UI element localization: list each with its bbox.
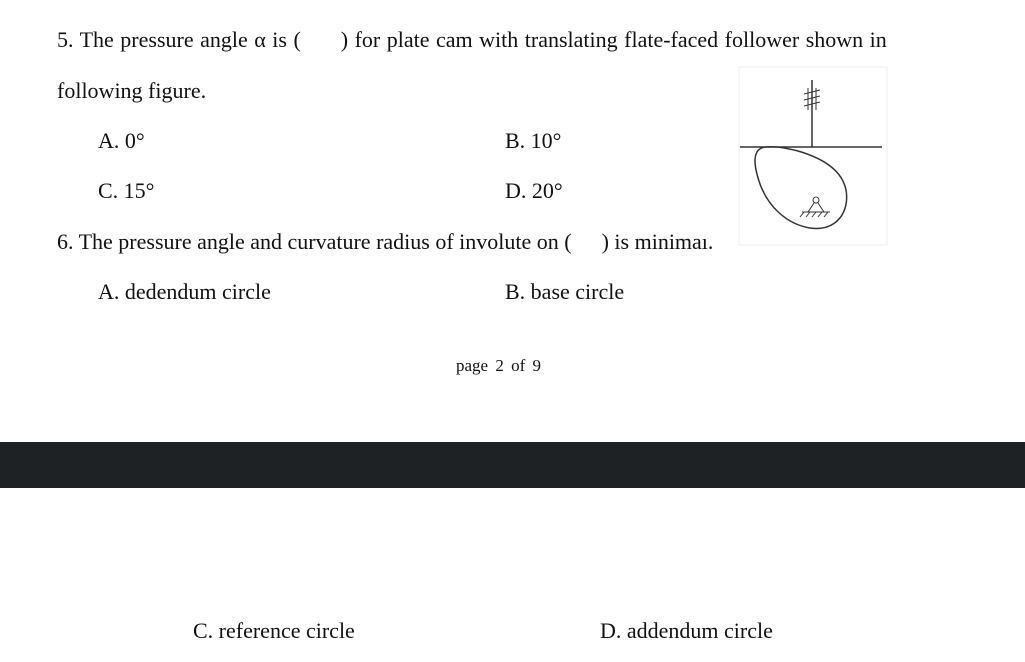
cam-follower-figure [738,66,888,246]
page-total: 9 [532,356,542,375]
pivot-support-icon [800,197,830,217]
page-label: page [456,356,489,375]
question-5-text-end: ) for plate cam with translating flate-faced follower shown in [340,27,887,52]
page-break-divider [0,442,1025,488]
question-5-text-start: 5. The pressure angle α is ( [57,27,301,52]
question-5-text [57,27,887,53]
page-indicator [456,356,541,376]
question-5-text-continued: following figure. [57,78,207,103]
q5-option-d: D. 20° [505,178,563,203]
q6-option-c: C. reference circle [193,618,355,643]
page-current: 2 [495,356,504,375]
q5-option-b: B. 10° [505,128,562,153]
q6-option-b: B. base circle [505,279,625,304]
q5-option-a: A. 0° [98,128,145,153]
question-6-text-end: ) is minimaı. [601,229,714,254]
question-6-text [57,229,713,255]
question-6-text-start: 6. The pressure angle and curvature radius of involute on ( [57,229,572,254]
q6-option-d: D. addendum circle [600,618,773,643]
q6-option-a: A. dedendum circle [98,279,271,304]
page-of: of [511,356,526,375]
q5-option-c: C. 15° [98,178,155,203]
